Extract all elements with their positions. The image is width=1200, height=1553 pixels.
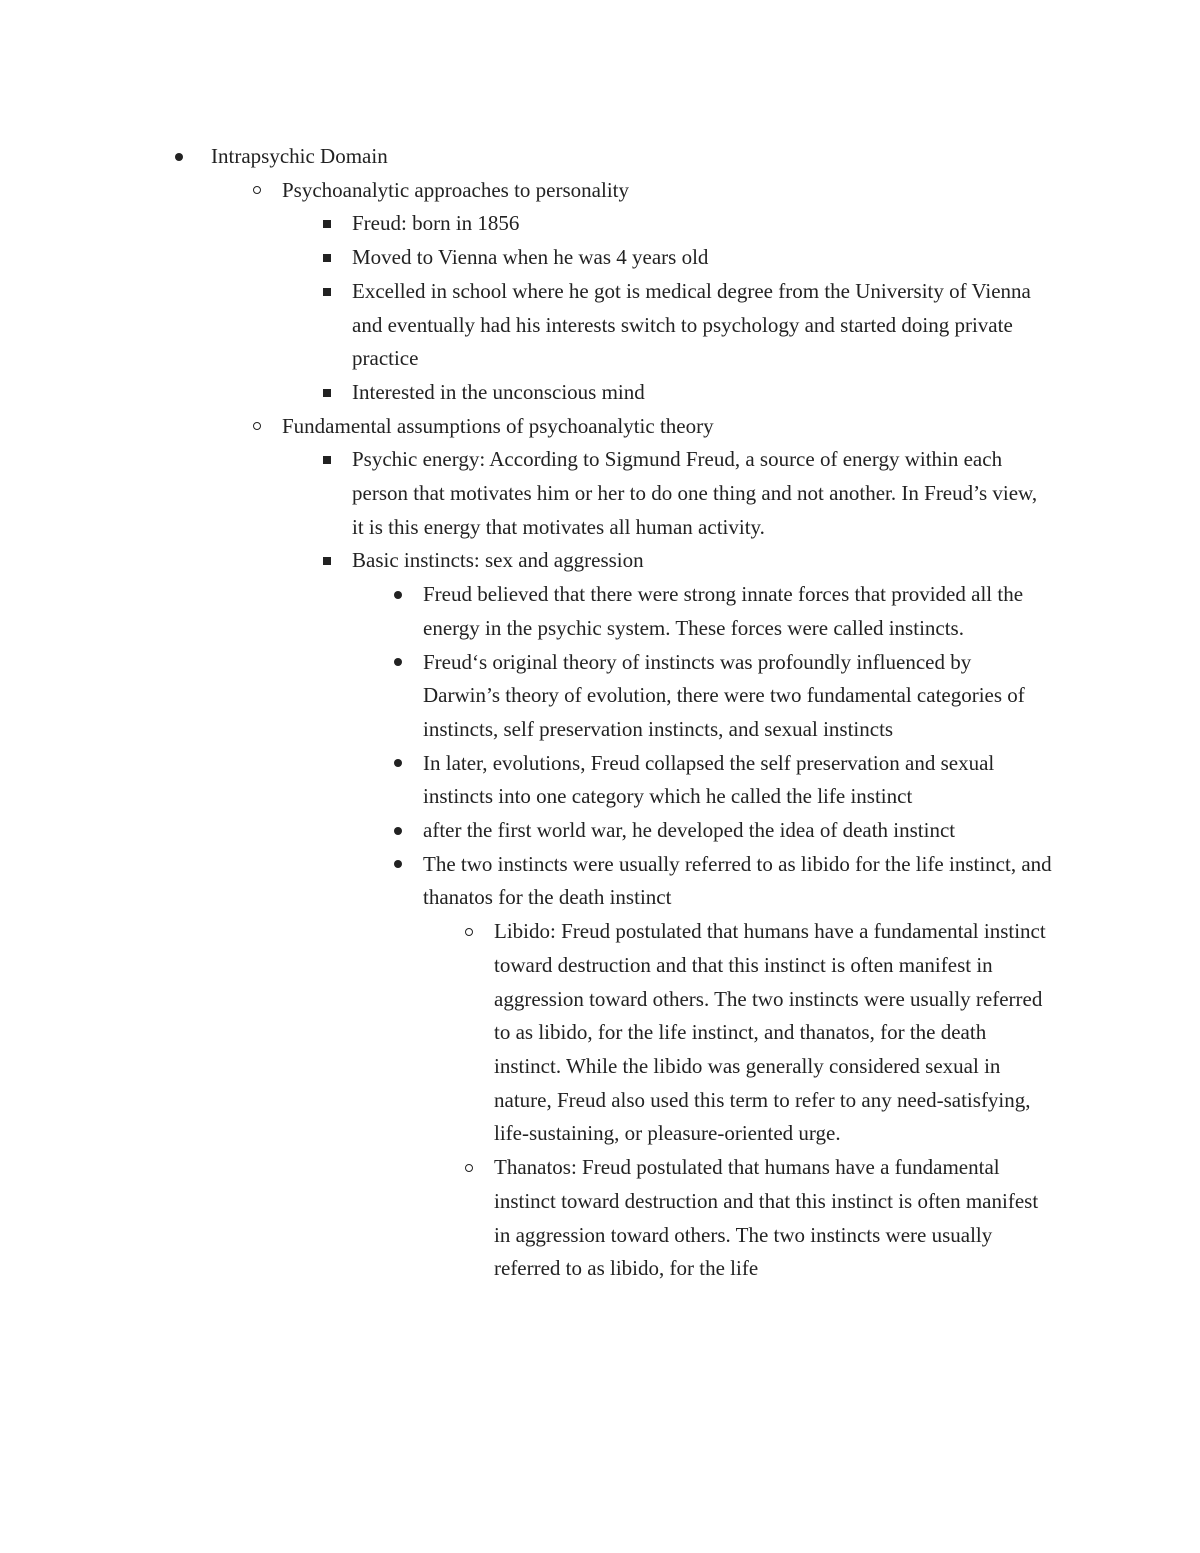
circle-bullet-icon	[459, 915, 479, 949]
disc-bullet-icon	[388, 747, 408, 781]
disc-bullet-icon	[388, 848, 408, 882]
list-item-level-2	[282, 174, 1052, 208]
square-bullet-icon	[317, 376, 337, 410]
list-item-level-4	[423, 578, 1053, 645]
list-item-level-5	[494, 915, 1054, 1151]
disc-bullet-icon	[169, 140, 189, 174]
list-item-text: Excelled in school where he got is medical degree from the University of Vienna and eventually had his interests switch to psychology and started doing private practice	[352, 278, 1031, 371]
disc-bullet-icon	[388, 814, 408, 848]
list-item-level-4	[423, 848, 1053, 915]
square-bullet-icon	[317, 241, 337, 275]
list-item-level-3	[352, 207, 1052, 241]
list-item-level-3	[352, 241, 1052, 275]
list-item-text: Freud believed that there were strong innate forces that provided all the energy in the psychic system. These forces were called instincts.	[423, 582, 1024, 640]
list-item-text: Freud: born in 1856	[352, 211, 520, 236]
list-item-level-4	[423, 646, 1053, 747]
list-item-level-4	[423, 814, 1053, 848]
list-item-text: Psychoanalytic approaches to personality	[282, 177, 629, 202]
list-item-text: Moved to Vienna when he was 4 years old	[352, 245, 709, 270]
list-item-text: Fundamental assumptions of psychoanalytic theory	[282, 413, 714, 438]
list-item-level-1	[211, 140, 1051, 174]
list-item-level-3	[352, 443, 1052, 544]
list-item-level-5	[494, 1151, 1054, 1286]
list-item-text: Psychic energy: According to Sigmund Freud, a source of energy within each person that motivates him or her to do one thing and not another. In Freud’s view, it is this energy that motivates all human activity.	[352, 447, 1038, 539]
list-item-text: after the first world war, he developed the idea of death instinct	[423, 818, 956, 843]
square-bullet-icon	[317, 443, 337, 477]
list-item-text: Intrapsychic Domain	[211, 144, 388, 168]
disc-bullet-icon	[388, 646, 408, 680]
square-bullet-icon	[317, 207, 337, 241]
circle-bullet-icon	[247, 410, 267, 444]
list-item-text: Thanatos: Freud postulated that humans have a fundamental instinct toward destruction and that this instinct is often manifest in aggression toward others. The two instincts were usually referred to as libido, for the life	[494, 1155, 1039, 1281]
document-page	[0, 140, 1200, 1286]
list-item-level-3	[352, 275, 1052, 376]
list-item-level-3	[352, 376, 1052, 410]
list-item-text: Interested in the unconscious mind	[352, 379, 645, 404]
list-item-text: Basic instincts: sex and aggression	[352, 548, 644, 573]
list-item-text: In later, evolutions, Freud collapsed the self preservation and sexual instincts into one category which he called the life instinct	[423, 750, 995, 809]
circle-bullet-icon	[459, 1151, 479, 1185]
list-item-level-4	[423, 747, 1053, 814]
list-item-level-2	[282, 410, 1052, 444]
list-item-level-3	[352, 544, 1052, 578]
square-bullet-icon	[317, 544, 337, 578]
disc-bullet-icon	[388, 578, 408, 612]
list-item-text: Freud‘s original theory of instincts was profoundly influenced by Darwin’s theory of evolution, there were two fundamental categories of instincts, self preservation instincts, and sexual instincts	[423, 649, 1025, 741]
list-item-text: The two instincts were usually referred to as libido for the life instinct, and thanatos for the death instinct	[423, 851, 1052, 910]
square-bullet-icon	[317, 275, 337, 309]
list-item-text: Libido: Freud postulated that humans have a fundamental instinct toward destruction and that this instinct is often manifest in aggression toward others. The two instincts were usually referred to as libido, for the life instinct, and thanatos, for the death instinct. While the libido was generally considered sexual in nature, Freud also used this term to refer to any need-satisfying, life-sustaining, or pleasure-oriented urge.	[494, 919, 1046, 1146]
circle-bullet-icon	[247, 174, 267, 208]
